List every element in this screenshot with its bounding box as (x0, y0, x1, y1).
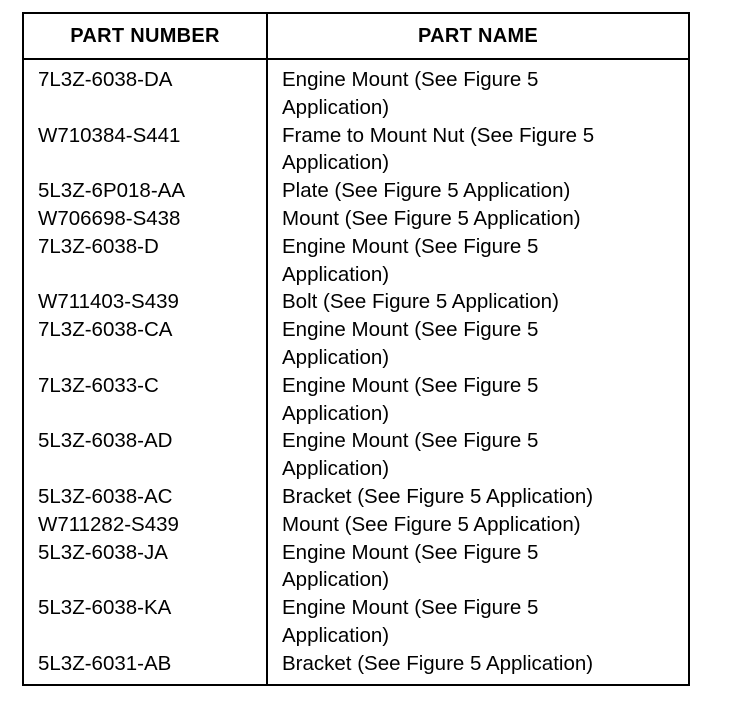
table-row (24, 483, 688, 511)
part-name-line: Application) (282, 457, 390, 481)
table-body (24, 66, 688, 678)
table-row (24, 650, 688, 678)
table-row (24, 122, 688, 178)
table-row (24, 316, 688, 372)
table-row (24, 511, 688, 539)
table-row (24, 539, 688, 595)
table-row (24, 177, 688, 205)
part-name-line: Engine Mount (See Figure 5 (282, 596, 539, 620)
part-name-line: Application) (282, 151, 390, 175)
table-row (24, 233, 688, 289)
table-row (24, 427, 688, 483)
part-name-line: Bolt (See Figure 5 Application) (282, 290, 559, 314)
part-number-cell: 7L3Z-6038-CA (38, 318, 173, 342)
part-name-cell (266, 66, 686, 122)
part-number-cell: 5L3Z-6038-JA (38, 540, 168, 564)
part-name-cell (266, 511, 686, 539)
part-name-cell (266, 233, 686, 289)
part-number-cell: W711282-S439 (38, 512, 179, 536)
table-row (24, 372, 688, 428)
part-name-cell (266, 177, 686, 205)
part-name-cell (266, 372, 686, 428)
parts-table (22, 12, 690, 686)
header-part-name: PART NAME (417, 25, 539, 47)
table-row (24, 288, 688, 316)
part-number-cell: W706698-S438 (38, 206, 181, 230)
part-name-cell (266, 539, 686, 595)
part-name-line: Engine Mount (See Figure 5 (282, 234, 539, 258)
part-number-cell: W711403-S439 (38, 290, 179, 314)
part-number-cell: 5L3Z-6038-AD (38, 429, 173, 453)
part-name-line: Application) (282, 345, 390, 369)
part-name-cell (266, 205, 686, 233)
table-row (24, 205, 688, 233)
part-name-cell (266, 594, 686, 650)
part-name-line: Application) (282, 401, 390, 425)
part-number-cell: 5L3Z-6038-KA (38, 596, 172, 620)
part-name-line: Engine Mount (See Figure 5 (282, 429, 539, 453)
part-name-line: Plate (See Figure 5 Application) (282, 179, 571, 203)
table-row (24, 66, 688, 122)
part-name-line: Application) (282, 95, 390, 119)
part-name-cell (266, 122, 686, 178)
part-name-cell (266, 288, 686, 316)
part-name-line: Bracket (See Figure 5 Application) (282, 651, 594, 675)
part-number-cell: 5L3Z-6038-AC (38, 484, 173, 508)
part-number-cell: W710384-S441 (38, 123, 181, 147)
part-name-line: Bracket (See Figure 5 Application) (282, 484, 594, 508)
table-header-row (24, 14, 688, 60)
part-name-line: Engine Mount (See Figure 5 (282, 318, 539, 342)
part-name-line: Application) (282, 262, 390, 286)
part-name-line: Engine Mount (See Figure 5 (282, 373, 539, 397)
part-name-line: Mount (See Figure 5 Application) (282, 512, 581, 536)
table-row (24, 594, 688, 650)
part-name-cell (266, 316, 686, 372)
part-name-cell (266, 650, 686, 678)
part-number-cell: 7L3Z-6038-DA (38, 68, 173, 91)
part-name-line: Frame to Mount Nut (See Figure 5 (282, 123, 595, 147)
part-number-cell: 7L3Z-6033-C (38, 373, 159, 397)
header-part-number: PART NUMBER (70, 25, 220, 47)
part-name-line: Engine Mount (See Figure 5 (282, 68, 539, 91)
part-name-cell (266, 427, 686, 483)
part-name-line: Application) (282, 623, 390, 647)
part-number-cell: 7L3Z-6038-D (38, 234, 159, 258)
part-name-line: Application) (282, 568, 390, 592)
part-name-cell (266, 483, 686, 511)
part-name-line: Mount (See Figure 5 Application) (282, 206, 581, 230)
part-number-cell: 5L3Z-6P018-AA (38, 179, 186, 203)
part-number-cell: 5L3Z-6031-AB (38, 651, 172, 675)
part-name-line: Engine Mount (See Figure 5 (282, 540, 539, 564)
